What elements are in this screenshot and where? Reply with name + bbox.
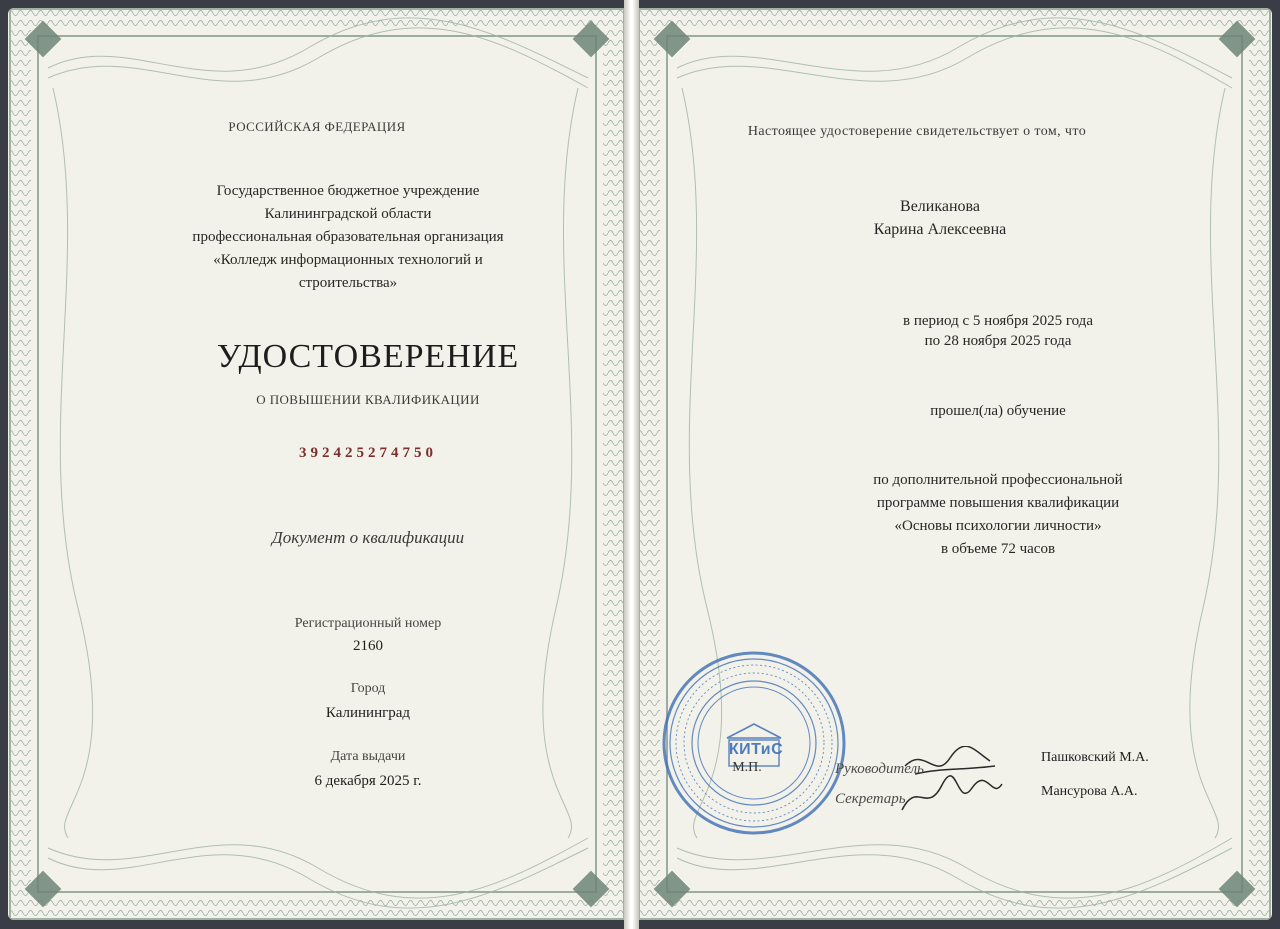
- right-page: [637, 8, 1272, 920]
- period-line-2: по 28 ноября 2025 года: [924, 333, 1072, 349]
- program-name: «Основы психологии личности»: [894, 518, 1102, 534]
- city-label: Город: [350, 681, 386, 696]
- issue-date-label: Дата выдачи: [330, 749, 406, 764]
- registration-number-value: 2160: [353, 638, 383, 654]
- left-page: [8, 8, 626, 920]
- organization-line-3: профессиональная образовательная организация: [192, 229, 504, 245]
- organization-line-2: Калининградской области: [264, 206, 432, 222]
- head-name: Пашковский М.А.: [1041, 750, 1149, 765]
- recipient-surname: Великанова: [900, 198, 980, 215]
- secretary-name: Мансурова А.А.: [1041, 784, 1138, 799]
- serial-number: 392425274750: [299, 445, 437, 461]
- city-value: Калининград: [325, 705, 411, 721]
- document-type: Документ о квалификации: [271, 528, 465, 547]
- head-label: Руководитель: [835, 761, 924, 777]
- stamp-place-label: М.П.: [732, 760, 762, 775]
- secretary-label: Секретарь: [835, 791, 906, 807]
- country-label: РОССИЙСКАЯ ФЕДЕРАЦИЯ: [228, 119, 406, 134]
- recipient-name: Карина Алексеевна: [873, 221, 1007, 238]
- stamp-logo-text: КИТиС: [728, 741, 784, 758]
- binding-spine: [624, 0, 639, 929]
- period-line-1: в период с 5 ноября 2025 года: [903, 313, 1093, 329]
- intro-text: Настоящее удостоверение свидетельствует о том, что: [747, 124, 1087, 139]
- document-subtitle: О ПОВЫШЕНИИ КВАЛИФИКАЦИИ: [256, 392, 480, 407]
- registration-number-label: Регистрационный номер: [294, 616, 442, 631]
- organization-line-1: Государственное бюджетное учреждение: [216, 183, 480, 199]
- issue-date-value: 6 декабря 2025 г.: [314, 773, 422, 789]
- program-hours: в объеме 72 часов: [940, 541, 1056, 557]
- document-title: УДОСТОВЕРЕНИЕ: [216, 338, 520, 375]
- organization-line-4: «Колледж информационных технологий и: [213, 252, 483, 268]
- program-line-2: программе повышения квалификации: [876, 495, 1120, 511]
- organization-line-5: строительства»: [298, 275, 398, 291]
- program-line-1: по дополнительной профессиональной: [873, 472, 1123, 488]
- training-completed: прошел(ла) обучение: [930, 403, 1066, 419]
